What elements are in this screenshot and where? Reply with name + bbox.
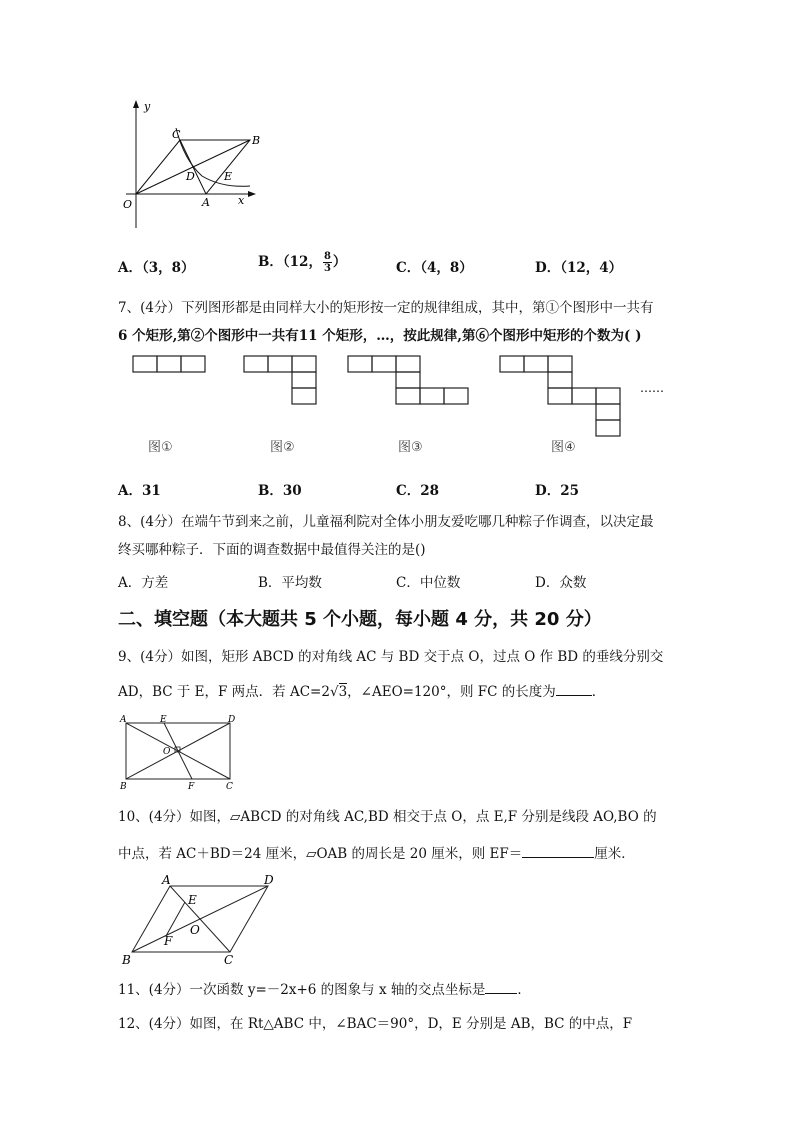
- q10-fig-label-f: F: [164, 934, 173, 948]
- q9-sqrt-symbol: √: [329, 684, 339, 700]
- q7-option-d[interactable]: D．25: [535, 483, 579, 499]
- q10-answer-blank[interactable]: [522, 857, 594, 858]
- q7-ellipsis: ……: [640, 381, 664, 395]
- q9-answer-blank[interactable]: [556, 695, 592, 696]
- q10-text-line2: 中点，若 AC＋BD＝24 厘米，▱OAB 的周长是 20 厘米，则 EF＝ 厘米．: [118, 846, 635, 862]
- q7-caption-1: 图①: [148, 440, 173, 455]
- q9-fig-label-c: C: [226, 782, 233, 792]
- q10-fig-label-o: O: [190, 923, 200, 937]
- q10-fig-label-b: B: [122, 953, 131, 967]
- q12-text-line1: 12、(4分）如图，在 Rt△ABC 中，∠BAC＝90°，D，E 分别是 AB，BC 的中点，F: [118, 1016, 633, 1032]
- fig6-label-a: A: [202, 196, 210, 209]
- q9-text-line2: AD，BC 于 E，F 两点．若 AC=2√3，∠AEO=120°，则 FC 的长度为 ．: [118, 684, 606, 700]
- q10-fig-label-c: C: [224, 953, 234, 967]
- q7-option-b[interactable]: B．30: [258, 483, 302, 499]
- q9-fig-label-e: E: [160, 715, 167, 725]
- q10-parallelogram-figure: [118, 872, 288, 968]
- q9-fig-label-o: O: [163, 747, 171, 757]
- q7-caption-2: 图②: [270, 440, 295, 455]
- q6-option-b[interactable]: B．（12， $\frac{8}{3}$ ）: [258, 251, 347, 274]
- q6-option-b-fraction: $\frac{8}{3}$: [323, 251, 331, 274]
- fig6-label-e: E: [224, 170, 233, 183]
- fig6-label-c: C: [172, 128, 181, 141]
- q7-caption-4: 图④: [551, 440, 576, 455]
- q7-option-c[interactable]: C．28: [396, 483, 440, 499]
- q9-text-line1: 9、(4分）如图，矩形 ABCD 的对角线 AC 与 BD 交于点 O，过点 O 作 BD 的垂线分别交: [118, 649, 664, 665]
- q7-text-line2: 6 个矩形,第②个图形中一共有11 个矩形，…，按此规律,第⑥个图形中矩形的个数为( ): [118, 328, 642, 344]
- q8-option-b[interactable]: B．平均数: [258, 575, 322, 591]
- q7-caption-3: 图③: [398, 440, 423, 455]
- section-2-heading: 二、填空题（本大题共 5 个小题，每小题 4 分，共 20 分）: [118, 609, 602, 630]
- q11-answer-blank[interactable]: [485, 993, 517, 994]
- fig6-label-y: y: [144, 100, 151, 113]
- q6-option-a[interactable]: A．（3，8）: [118, 260, 195, 276]
- q6-option-c[interactable]: C．（4，8）: [396, 260, 473, 276]
- q9-fig-label-f: F: [188, 782, 195, 792]
- fig6-label-d: D: [186, 170, 195, 183]
- q7-text-line1: 7、(4分）下列图形都是由同样大小的矩形按一定的规律组成，其中，第①个图形中一共有: [118, 300, 654, 316]
- q11-text-line1: 11、(4分）一次函数 y=－2x+6 的图象与 x 轴的交点坐标是 ．: [118, 982, 531, 998]
- q10-fig-label-d: D: [264, 873, 274, 887]
- q10-fig-label-a: A: [162, 873, 171, 887]
- q9-fig-label-d: D: [228, 715, 236, 725]
- fig6-label-b: B: [252, 134, 261, 147]
- q7-option-a[interactable]: A．31: [118, 483, 161, 499]
- q9-fig-label-a: A: [120, 715, 127, 725]
- fig6-label-o: O: [123, 198, 133, 211]
- q6-option-d[interactable]: D．（12，4）: [535, 260, 623, 276]
- q10-text-line1: 10、(4分）如图，▱ABCD 的对角线 AC,BD 相交于点 O，点 E,F 分别是线段 AO,BO 的: [118, 809, 657, 825]
- q8-option-a[interactable]: A．方差: [118, 575, 169, 591]
- fig6-label-x: x: [238, 194, 245, 207]
- q9-fig-label-b: B: [120, 782, 127, 792]
- q8-option-d[interactable]: D．众数: [535, 575, 587, 591]
- q8-text-line1: 8、(4分）在端午节到来之前，儿童福利院对全体小朋友爱吃哪几种粽子作调查，以决定最: [118, 514, 654, 530]
- q8-option-c[interactable]: C．中位数: [396, 575, 461, 591]
- q8-text-line2: 终买哪种粽子．下面的调查数据中最值得关注的是(): [118, 542, 426, 558]
- q6-coordinate-figure: [118, 98, 268, 238]
- q10-fig-label-e: E: [188, 893, 197, 907]
- q9-rectangle-figure: [118, 714, 242, 792]
